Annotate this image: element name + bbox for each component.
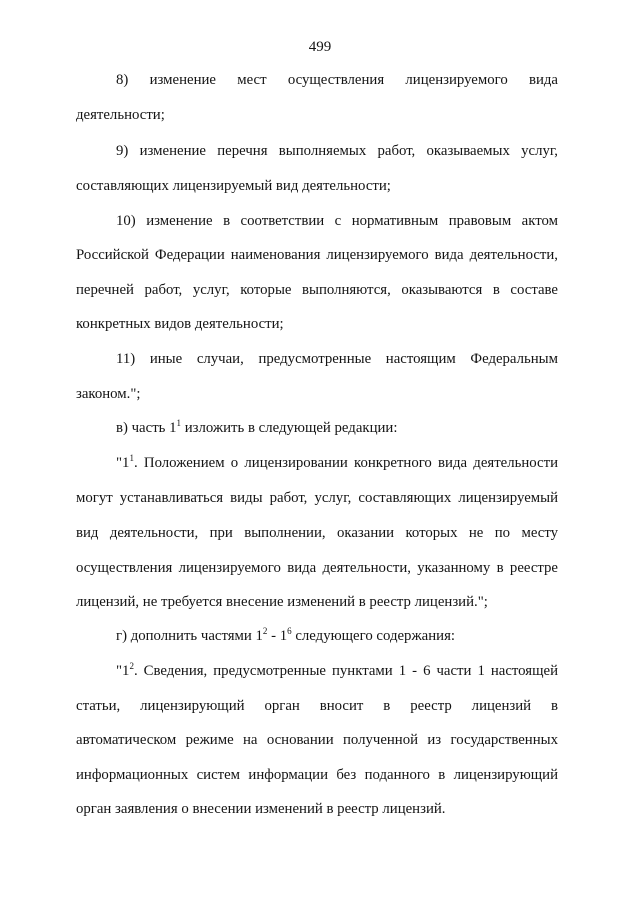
text-line: деятельности; [76, 107, 165, 123]
text-line: 10) изменение в соответствии с нормативным правовым актом [116, 213, 558, 229]
text-segment: изложить в следующей редакции: [181, 420, 398, 436]
text-line: вид деятельности, при выполнении, оказании которых не по месту [76, 525, 558, 541]
text-line: орган заявления о внесении изменений в реестр лицензий. [76, 801, 446, 817]
text-line: могут устанавливаться виды работ, услуг, составляющих лицензируемый [76, 490, 558, 506]
text-segment: . Положением о лицензировании конкретного вида деятельности [133, 455, 558, 471]
superscript: 2 [129, 661, 134, 671]
text-segment: г) дополнить частями 1 [116, 628, 263, 644]
text-line: законом."; [76, 386, 141, 402]
text-line: лицензий, не требуется внесение изменений в реестр лицензий."; [76, 594, 488, 610]
text-line: конкретных видов деятельности; [76, 316, 284, 332]
superscript: 6 [287, 626, 292, 636]
text-segment: . Сведения, предусмотренные пунктами 1 - 6 части 1 настоящей [133, 663, 558, 679]
text-line: 11) иные случаи, предусмотренные настоящим Федеральным [116, 351, 558, 367]
text-line [116, 627, 455, 645]
text-line [116, 419, 397, 437]
page-number: 499 [308, 39, 332, 55]
text-line: информационных систем информации без поданного в лицензирующий [76, 767, 558, 783]
text-line: Российской Федерации наименования лицензируемого вида деятельности, [76, 247, 558, 263]
text-line: перечней работ, услуг, которые выполняются, оказываются в составе [76, 282, 558, 298]
text-segment: следующего содержания: [291, 628, 455, 644]
text-line: составляющих лицензируемый вид деятельности; [76, 178, 391, 194]
text-segment: - 1 [267, 628, 288, 644]
text-segment: в) часть 1 [116, 420, 177, 436]
superscript: 1 [176, 418, 182, 428]
text-line [116, 454, 558, 472]
text-line: 8) изменение мест осуществления лицензируемого вида [116, 72, 558, 88]
superscript: 1 [129, 453, 134, 463]
text-line: статьи, лицензирующий орган вносит в реестр лицензий в [76, 698, 558, 714]
text-segment: "1 [116, 663, 130, 679]
text-line: 9) изменение перечня выполняемых работ, оказываемых услуг, [116, 143, 558, 159]
text-line [116, 662, 558, 680]
text-line: осуществления лицензируемого вида деятельности, указанному в реестре [76, 560, 558, 576]
text-segment: "1 [116, 455, 130, 471]
superscript: 2 [262, 626, 268, 636]
text-line: автоматическом режиме на основании полученной из государственных [76, 732, 558, 748]
